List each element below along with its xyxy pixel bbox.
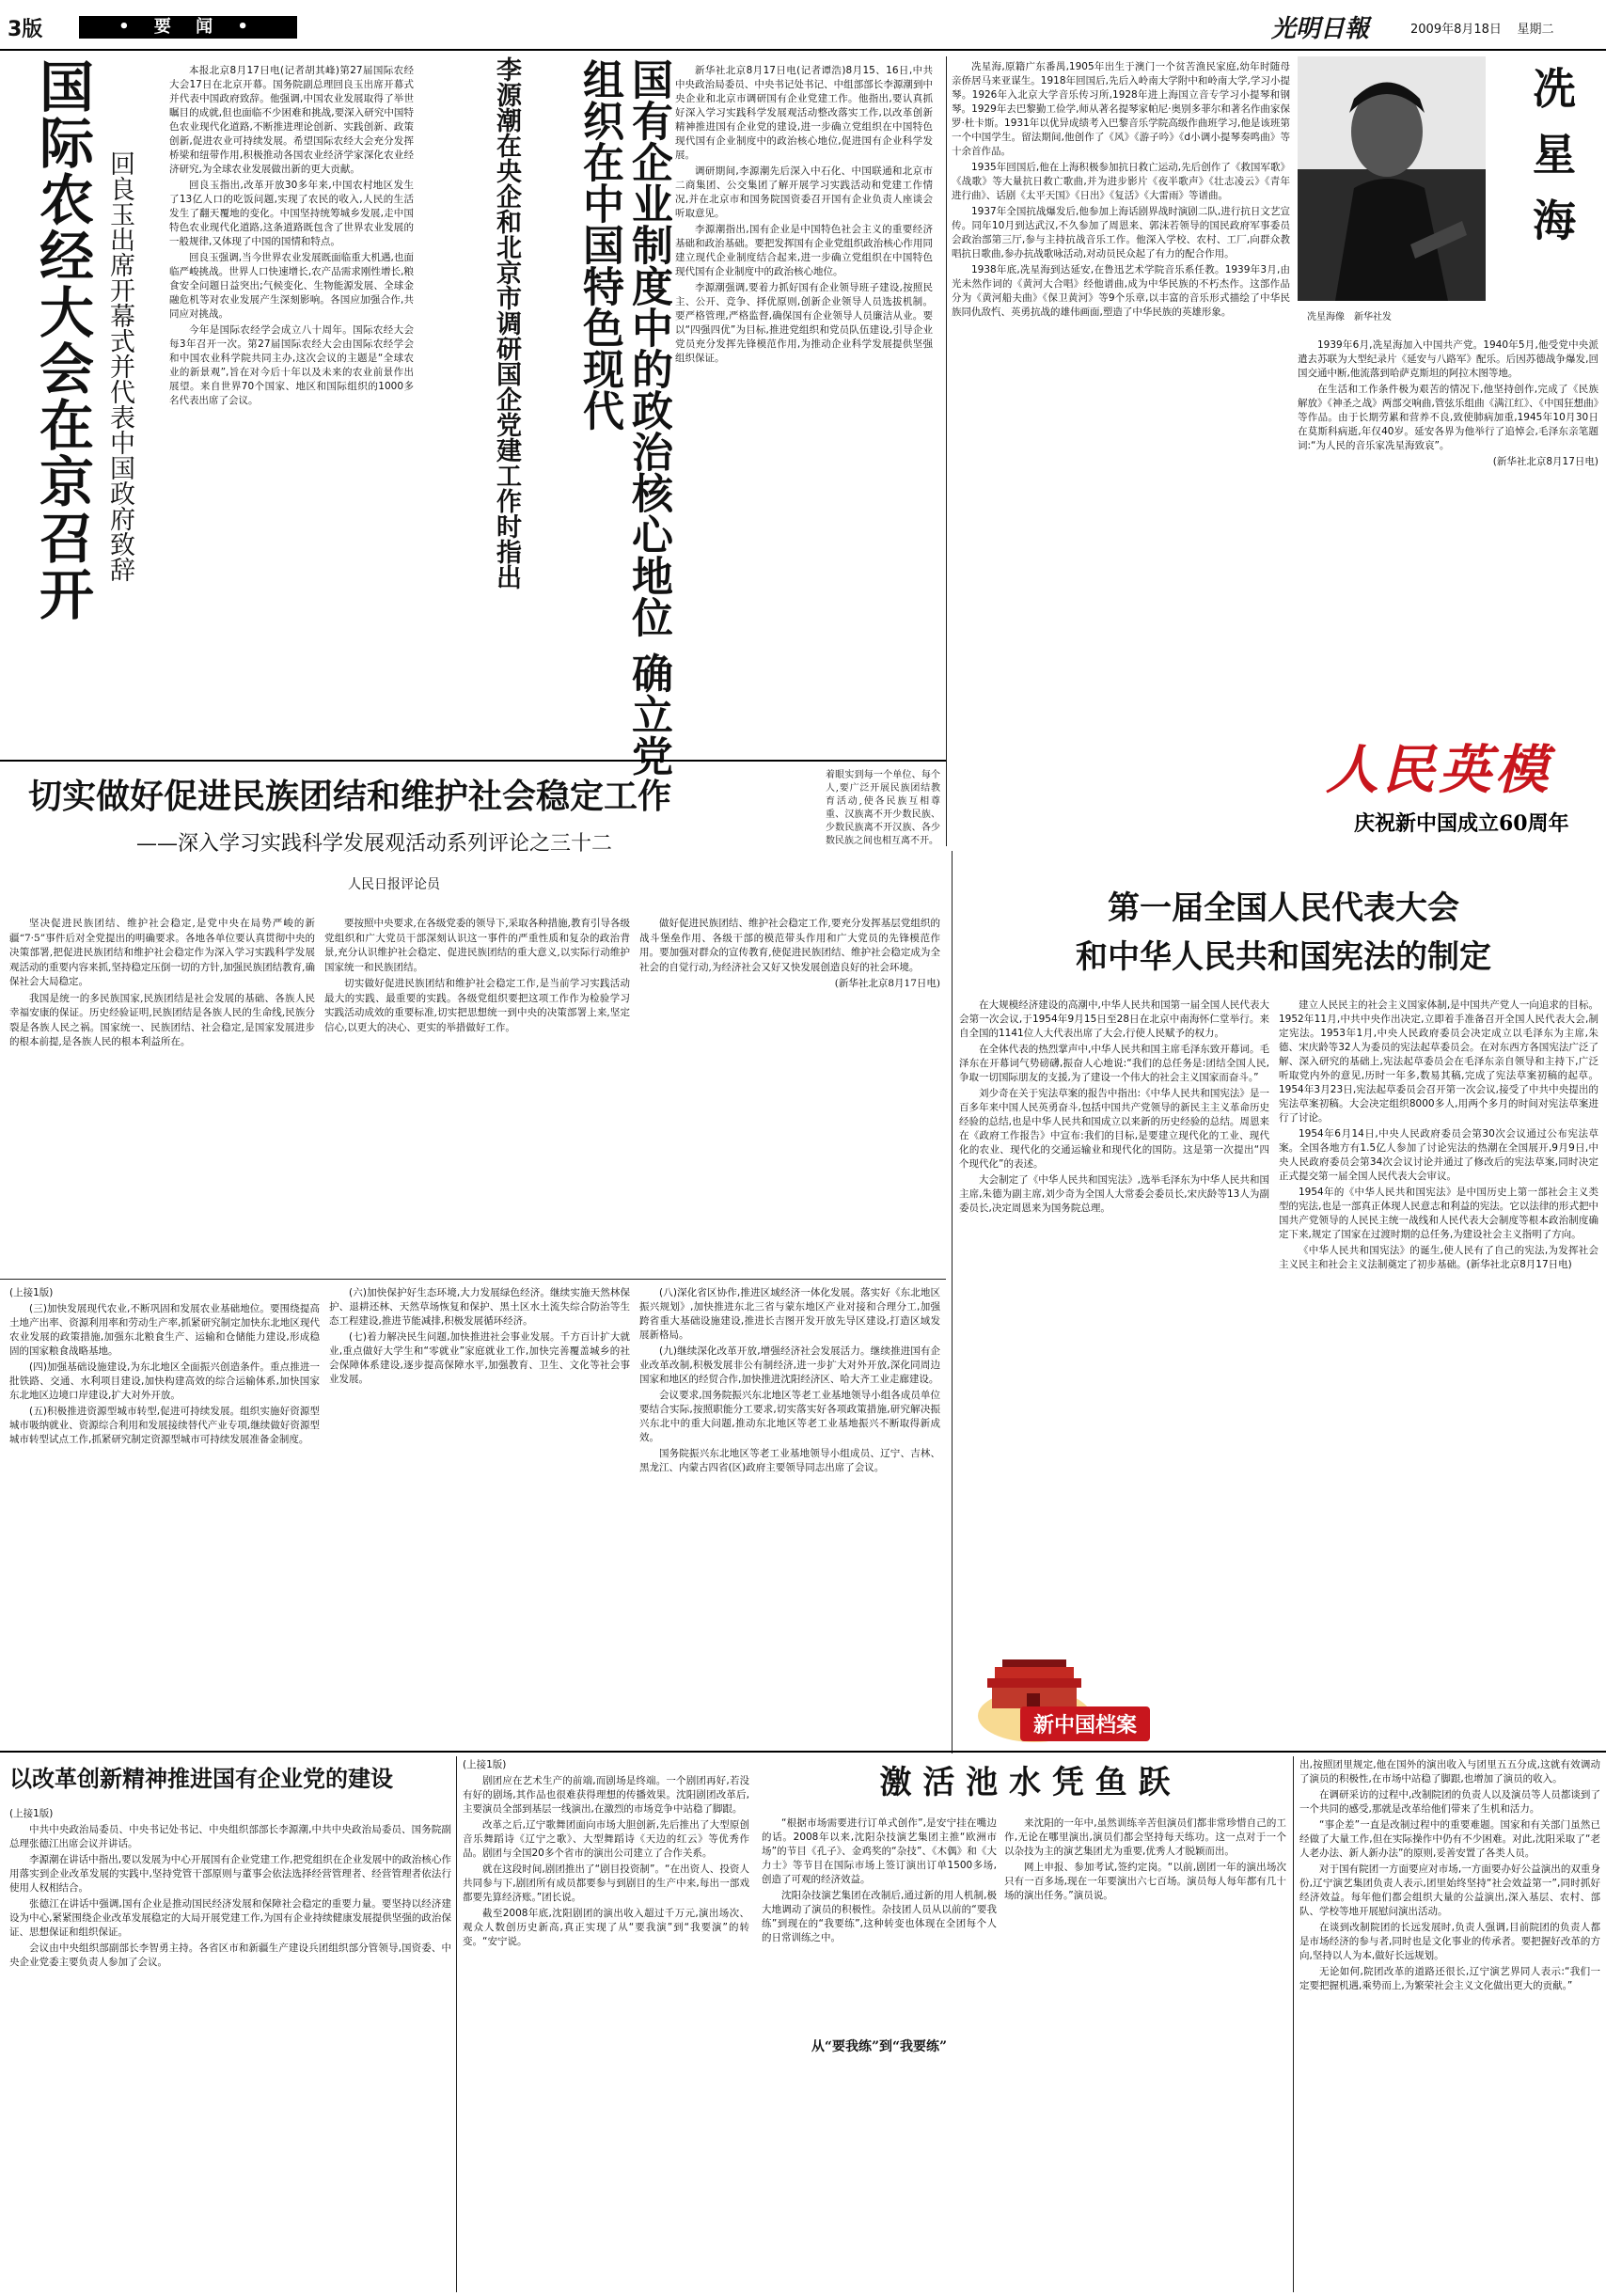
paragraph: 在调研采访的过程中,改制院团的负责人以及演员等人员都谈到了一个共同的感受,那就是改革给他们带来了生机和活力。 — [1299, 1789, 1600, 1815]
yingmo-subtitle: 庆祝新中国成立60周年 — [1354, 811, 1569, 836]
paragraph: 我国是统一的多民族国家,民族团结是社会发展的基础、各族人民幸福安康的保证。历史经验证明,民族团结是各族人民的生命线,民族分裂是各族人民之祸。国家统一、民族团结、社会稳定,是国家发展进步的根本前提,是各族人民的根本利益所在。 — [9, 992, 315, 1047]
paragraph: 切实做好促进民族团结和维护社会稳定工作,是当前学习实践活动最大的实践、最重要的实践。各级党组织要把这项工作作为检验学习实践活动成效的重要标准,切实把思想统一到中央的决策部署上来,坚定信心,以更大的决心、更实的举措做好工作。 — [324, 978, 630, 1033]
column-rule — [946, 56, 947, 846]
paragraph: 建立人民民主的社会主义国家体制,是中国共产党人一向追求的目标。1952年11月,中共中央作出决定,立即着手准备召开全国人民代表大会,制定宪法。1953年1月,中央人民政府委员会决定成立以毛泽东为主席,朱德、宋庆龄等32人为委员的宪法起草委员会。在对东西方各国宪法广泛了解、深入研究的基础上,宪法起草委员会在毛泽东亲自领导和主持下,广泛听取党内外的意见,历时一年多,数易其稿,完成了宪法草案初稿的起草。1954年3月23日,宪法起草委员会召开第一次会议,接受了中共中央提出的宪法草案初稿。大会决定组织8000多人,用两个多月的时间对宪法草案进行了讨论。 — [1279, 999, 1598, 1124]
continuation-tag: (上接1版) — [463, 1759, 507, 1770]
issue-date — [1410, 19, 1553, 37]
paragraph: 1938年底,冼星海到达延安,在鲁迅艺术学院音乐系任教。1939年3月,由光未然作词的《黄河大合唱》经他谱曲,成为中华民族的不朽杰作。这部作品分为《黄河船夫曲》《保卫黄河》等9个乐章,以丰富的音乐形式描绘了中华民族同仇敌忾、英勇抗战的雄伟画面,塑造了中华民族的英雄形象。 — [952, 264, 1290, 318]
xinghai-title: 冼星海 — [1526, 66, 1577, 263]
paragraph: (四)加强基础设施建设,为东北地区全面振兴创造条件。重点推进一批铁路、交通、水利项目建设,加快构建高效的综合运输体系,加快国家东北地区边境口岸建设,扩大对外开放。 — [9, 1361, 320, 1401]
xinghai-photo — [1298, 56, 1486, 324]
commentary-col2 — [324, 917, 630, 1269]
paragraph: 在全体代表的热烈掌声中,中华人民共和国主席毛泽东致开幕词。毛泽东在开幕词气势磅礴,振奋人心地说:“我们的总任务是:团结全国人民,争取一切国际朋友的支援,为了建设一个伟大的社会主义国家而奋斗。” — [959, 1044, 1269, 1083]
paragraph: 大会制定了《中华人民共和国宪法》,选举毛泽东为中华人民共和国主席,朱德为副主席,刘少奇为全国人大常委会委员长,宋庆龄等13人为副委员长,决定周恩来为国务院总理。 — [959, 1174, 1269, 1214]
party-body — [9, 1807, 451, 2288]
photo-caption: 冼星海像 新华社发 — [1307, 312, 1392, 322]
continuation-col1 — [9, 1286, 320, 1747]
paragraph: 刘少奇在关于宪法草案的报告中指出:《中华人民共和国宪法》是一百多年来中国人民英勇奋斗,包括中国共产党领导的新民主主义革命历史经验的总结,也是中华人民共和国成立以来新的历史经验的总结。周恩来在《政府工作报告》中宣布:我们的目标,是要建立现代化的工业、现代化的农业、现代化的交通运输业和现代化的国防。这是第一次提出“四个现代化”的表述。 — [959, 1088, 1269, 1170]
paragraph: 网上申报、参加考试,签约定岗。“以前,剧团一年的演出场次只有一百多场,现在一年要演出六七百场。演员每人每年都有几十场的演出任务。”演员说。 — [1004, 1862, 1286, 1901]
commentary-col3 — [639, 917, 940, 1269]
column-rule — [1293, 1756, 1294, 2292]
paragraph: 1939年6月,冼星海加入中国共产党。1940年5月,他受党中央派遣去苏联为大型纪录片《延安与八路军》配乐。后因苏德战争爆发,回国交通中断,他流落到哈萨克斯坦的阿拉木图等地。 — [1298, 339, 1598, 379]
npc-col2 — [1279, 999, 1598, 1751]
paragraph: (七)着力解决民生问题,加快推进社会事业发展。千方百计扩大就业,重点做好大学生和“零就业”家庭就业工作,加快完善覆盖城乡的社会保障体系建设,逐步提高保障水平,加强教育、卫生、文化等社会事业发展。 — [329, 1331, 630, 1385]
theatre-main-col2 — [1004, 1816, 1286, 2288]
theatre-headline: 激 活 池 水 凭 鱼 跃 — [879, 1764, 1171, 1801]
paragraph: 截至2008年底,沈阳剧团的演出收入超过千万元,演出场次、观众人数创历史新高,真正实现了从“要我演”到“我要演”的转变。“安宁说。 — [463, 1908, 749, 1947]
masthead-logo: 光明日報 — [1271, 15, 1370, 43]
party-headline: 以改革创新精神推进国有企业党的建设 — [9, 1765, 393, 1792]
theatre-left-body — [463, 1758, 749, 2289]
source-note: (新华社北京8月17日电) — [834, 978, 940, 989]
article1-headline: 国际农经大会在京召开 — [30, 58, 94, 622]
paragraph: 在谈到改制院团的长远发展时,负责人强调,目前院团的负责人都是市场经济的参与者,同时也是文化事业的传承者。要把握好改革的方向,坚持以人为本,做好长远规划。 — [1299, 1922, 1600, 1961]
section-rule — [0, 1751, 1606, 1753]
paragraph: 回良玉指出,改革开放30多年来,中国农村地区发生了13亿人口的吃饭问题,实现了农民的收入,人民的生活发生了翻天覆地的变化。中国坚持统筹城乡发展,走中国特色农业现代化道路,这条道路既包含了世界农业发展的一般规律,又体现了中国的国情和特点。 — [169, 180, 414, 247]
paragraph: 对于国有院团一方面要应对市场,一方面要办好公益演出的双重身份,辽宁演艺集团负责人表示,团里始终坚持“社会效益第一”,同时抓好经济效益。每年他们都会组织大量的公益演出,深入基层、农村、部队、学校等地开展慰问演出活动。 — [1299, 1864, 1600, 1917]
page-number: 3版 — [8, 18, 43, 41]
paragraph: (五)积极推进资源型城市转型,促进可持续发展。组织实施好资源型城市吸纳就业、资源综合利用和发展接续替代产业专项,继续做好资源型城市转型试点工作,抓紧研究制定资源型城市可持续发展准备金制度。 — [9, 1406, 320, 1445]
paragraph: 冼星海,原籍广东番禺,1905年出生于澳门一个贫苦渔民家庭,幼年时随母亲侨居马来亚谋生。1918年回国后,先后入岭南大学附中和岭南大学,学习小提琴。1926年入北京大学音乐传习所,1928年进上海国立音专学习小提琴和钢琴。1929年去巴黎勤工俭学,师从著名提琴家帕尼·奥别多菲尔和著名作曲家保罗·杜卡斯。1931年以优异成绩考入巴黎音乐学院高级作曲班学习,他是该班第一个中国学生。留法期间,他创作了《风》《游子吟》《d小调小提琴奏鸣曲》等十余首作品。 — [952, 61, 1290, 157]
paragraph: 会议由中央组织部副部长李智勇主持。各省区市和新疆生产建设兵团组织部分管领导,国资委、中央企业党委主要负责人参加了会议。 — [9, 1942, 451, 1968]
paragraph: 《中华人民共和国宪法》的诞生,使人民有了自己的宪法,为发挥社会主义民主和社会主义法制奠定了初步基础。(新华社北京8月17日电) — [1279, 1245, 1598, 1270]
yingmo-logo: 人民英模 — [1326, 739, 1551, 801]
paragraph: 1954年的《中华人民共和国宪法》是中国历史上第一部社会主义类型的宪法,也是一部真正体现人民意志和利益的宪法。它以法律的形式把中国共产党领导的人民民主统一战线和人民代表大会制度等根本政治制度确定下来,规定了国家在过渡时期的总任务,为建设社会主义指明了方向。 — [1279, 1187, 1598, 1240]
npc-headline-line1: 第一届全国人民代表大会 — [1108, 889, 1459, 927]
npc-headline-line2: 和中华人民共和国宪法的制定 — [1076, 938, 1491, 976]
article1-body — [169, 64, 414, 741]
section-rule — [0, 760, 946, 762]
paragraph: 会议要求,国务院振兴东北地区等老工业基地领导小组各成员单位要结合实际,按照职能分工要求,切实落实好各项政策措施,研究解决振兴东北中的重大问题,推动东北地区等老工业基地振兴不断取得新成效。 — [639, 1390, 940, 1443]
continuation-col3 — [639, 1286, 940, 1747]
commentary-byline: 人民日报评论员 — [348, 877, 440, 892]
page-header — [0, 0, 1606, 49]
commentary-intro: 着眼实到每一个单位、每个人,要广泛开展民族团结教育活动,使各民族互相尊重、汉族离不开少数民族、少数民族离不开汉族、各少数民族之间也相互离不开。 — [826, 770, 940, 846]
paragraph: 要按照中央要求,在各级党委的领导下,采取各种措施,教育引导各级党组织和广大党员干部深刻认识这一事件的严重性质和复杂的政治背景,充分认识维护社会稳定、促进民族团结的重大意义,以实际行动维护国家统一和民族团结。 — [324, 918, 630, 973]
paragraph: 回良玉强调,当今世界农业发展既面临重大机遇,也面临严峻挑战。世界人口快速增长,农产品需求刚性增长,粮食安全问题日益突出;气候变化、生物能源发展、全球金融危机等对农业发展产生深刻影响。各国应加强合作,共同应对挑战。 — [169, 252, 414, 320]
paragraph: 在大规模经济建设的高潮中,中华人民共和国第一届全国人民代表大会第一次会议,于1954年9月15日至28日在北京中南海怀仁堂举行。来自全国的1141位人大代表出席了大会,行使人民赋予的权力。 — [959, 999, 1269, 1039]
continuation-tag: (上接1版) — [9, 1287, 54, 1298]
paragraph: 来沈阳的一年中,虽然训练辛苦但演员们都非常珍惜自己的工作,无论在哪里演出,演员们都会坚持每天练功。这一点对于一个以杂技为主的演艺集团尤为重要,优秀人才脱颖而出。 — [1004, 1817, 1286, 1857]
paragraph: “根据市场需要进行订单式创作”,是安宁挂在嘴边的话。2008年以来,沈阳杂技演艺集团主推“欧洲市场”的节目《孔子》、金鸡奖的“杂技”、《木偶》和《大力士》等节目在国际市场上签订演出订单1500多场,创造了可观的经济效益。 — [762, 1817, 997, 1885]
theatre-subhead: 从“要我练”到“我要练” — [811, 2039, 948, 2054]
article1-subhead: 回良玉出席开幕式并代表中国政府致辞 — [105, 150, 134, 582]
paragraph: 李源潮强调,要着力抓好国有企业领导班子建设,按照民主、公开、竞争、择优原则,创新企业领导人员选拔机制。要严格管理,严格监督,确保国有企业领导人员廉洁从业。要以“四强四优”为目标,推进党组织和党员队伍建设,引导企业党员充分发挥先锋模范作用,为推动企业科学发展提供坚强组织保证。 — [675, 282, 933, 364]
xinghai-body — [952, 60, 1290, 846]
theatre-right-body — [1299, 1758, 1600, 2289]
paragraph: 李源潮指出,国有企业是中国特色社会主义的重要经济基础和政治基础。要把发挥国有企业党组织政治核心作用同建立现代企业制度结合起来,进一步确立党组织在中国特色现代国有企业制度中的政治核心地位。 — [675, 224, 933, 277]
new-china-archive-badge — [968, 1650, 1260, 1744]
paragraph: 1935年回国后,他在上海积极参加抗日救亡运动,先后创作了《救国军歌》《战歌》等大量抗日救亡歌曲,并为进步影片《夜半歌声》《壮志凌云》《青年进行曲》、话剧《太平天国》《日出》《复活》《大雷雨》等谱曲。 — [952, 162, 1290, 201]
xinghai-body-continued — [1298, 338, 1598, 705]
column-rule — [952, 851, 953, 1753]
paragraph: (三)加快发展现代农业,不断巩固和发展农业基础地位。要围绕提高土地产出率、资源利用率和劳动生产率,抓紧研究制定加快东北地区现代农业发展的政策措施,加强东北粮食生产、运输和仓储能力建设,形成稳固的国家粮食战略基地。 — [9, 1303, 320, 1357]
weekday-text: 星期二 — [1517, 23, 1554, 37]
commentary-subhead: ——深入学习实践科学发展观活动系列评论之三十二 — [136, 832, 613, 856]
source-note: (新华社北京8月17日电) — [1492, 456, 1598, 467]
continuation-tag: (上接1版) — [9, 1808, 54, 1819]
article2-body — [675, 64, 933, 741]
renmin-yingmo-banner — [1298, 729, 1598, 841]
paragraph: 李源潮在讲话中指出,要以发展为中心开展国有企业党建工作,把党组织在企业发展中的政治核心作用落实到企业改革发展的实践中,坚持党管干部原则与董事会依法选择经营管理者、经营管理者依法行使用人权相结合。 — [9, 1854, 451, 1894]
paragraph: 无论如何,院团改革的道路还很长,辽宁演艺界同人表示:“我们一定要把握机遇,乘势而上,为繁荣社会主义文化做出更大的贡献。” — [1299, 1966, 1600, 1991]
paragraph: 新华社北京8月17日电(记者谭浩)8月15、16日,中共中央政治局委员、中央书记处书记、中组部部长李源潮到中央企业和北京市调研国有企业党建工作。他指出,要认真抓好深入学习实践科学发展观活动整改落实工作,以改革创新精神推进国有企业党的建设,进一步确立党组织在中国特色现代国有企业制度中的政治核心地位,促进国有企业科学发展。 — [675, 65, 933, 161]
paragraph: (九)继续深化改革开放,增强经济社会发展活力。继续推进国有企业改革改制,积极发展非公有制经济,进一步扩大对外开放,深化同周边国家和地区的经贸合作,加快推进沈阳经济区、哈大齐工业走廊建设。 — [639, 1345, 940, 1385]
paragraph: 沈阳杂技演艺集团在改制后,通过新的用人机制,极大地调动了演员的积极性。杂技团人员从以前的“要我练”到现在的“我要练”,这种转变也体现在全团每个人的日常训练之中。 — [762, 1890, 997, 1943]
paragraph: “事企差”一直是改制过程中的重要难题。国家和有关部门虽然已经做了大量工作,但在实际操作中仍有不少困难。对此,沈阳采取了“老人老办法、新人新办法”的原则,妥善安置了各类人员。 — [1299, 1819, 1600, 1859]
paragraph: 张德江在讲话中强调,国有企业是推动国民经济发展和保障社会稳定的重要力量。要坚持以经济建设为中心,紧紧围绕企业改革发展稳定的大局开展党建工作,为国有企业持续健康发展提供坚强的政治保证、思想保证和组织保证。 — [9, 1898, 451, 1938]
archive-badge-label: 新中国档案 — [1020, 1706, 1150, 1741]
commentary-headline: 切实做好促进民族团结和维护社会稳定工作 — [28, 777, 672, 816]
paragraph: 剧团应在艺术生产的前端,而剧场是终端。一个剧团再好,若没有好的剧场,其作品也很难获得理想的传播效果。沈阳剧团改革后,主要演员全部到基层一线演出,在激烈的市场竞争中站稳了脚跟。 — [463, 1775, 749, 1815]
npc-col1 — [959, 999, 1269, 1647]
header-rule — [0, 49, 1606, 51]
date-text: 2009年8月18日 — [1410, 23, 1502, 37]
paragraph: (六)加快保护好生态环境,大力发展绿色经济。继续实施天然林保护、退耕还林、天然草场恢复和保护、黑土区水土流失综合防治等生态工程建设,推进节能减排,积极发展循环经济。 — [329, 1287, 630, 1327]
paragraph: 调研期间,李源潮先后深入中石化、中国联通和北京市二商集团、公交集团了解开展学习实践活动和党建工作情况,并在北京市和国务院国资委召开国有企业负责人座谈会听取意见。 — [675, 165, 933, 219]
section-label: • 要 闻 • — [79, 16, 297, 39]
paragraph: 1954年6月14日,中央人民政府委员会第30次会议通过公布宪法草案。全国各地方有1.5亿人参加了讨论宪法的热潮在全国展开,9月9日,中央人民政府委员会第34次会议讨论并通过了修改后的宪法草案,同时决定正式提交第一届全国人民代表大会审议。 — [1279, 1128, 1598, 1182]
paragraph: 1937年全国抗战爆发后,他参加上海话剧界战时演剧二队,进行抗日文艺宣传。同年10月到达武汉,不久参加了周恩来、郭沫若领导的国民政府军事委员会政治部第三厅,参与主持抗战音乐工作。他深入学校、农村、工厂,向群众教唱抗日歌曲,参办抗战歌咏活动,对动员民众起了有力的配合作用。 — [952, 206, 1290, 259]
commentary-col1 — [9, 917, 315, 1269]
paragraph: 改革之后,辽宁歌舞团面向市场大胆创新,先后推出了大型原创音乐舞蹈诗《辽宁之歌》、大型舞蹈诗《天边的红云》等优秀作品。剧团与全国20多个省市的演出公司建立了合作关系。 — [463, 1819, 749, 1859]
paragraph: 在生活和工作条件极为艰苦的情况下,他坚持创作,完成了《民族解放》《神圣之战》两部交响曲,管弦乐组曲《满江红》、《中国狂想曲》等作品。由于长期劳累和营养不良,致使肺病加重,1945年10月30日在莫斯科病逝,年仅40岁。延安各界为他举行了追悼会,毛泽东亲笔题词:“为人民的音乐家冼星海致哀”。 — [1298, 384, 1598, 451]
paragraph: 出,按照团里规定,他在国外的演出收入与团里五五分成,这就有效调动了演员的积极性,在市场中站稳了脚跟,也增加了演员的收入。 — [1299, 1759, 1600, 1785]
section-rule — [0, 1279, 946, 1280]
continuation-col2 — [329, 1286, 630, 1747]
paragraph: 本报北京8月17日电(记者胡其峰)第27届国际农经大会17日在北京开幕。国务院副总理回良玉出席开幕式并代表中国政府致辞。他强调,中国农业发展取得了举世瞩目的成就,但也面临不少困难和挑战,要深入研究中国特色农业现代化道路,不断推进理论创新、实践创新、政策创新,促进农业可持续发展。希望国际农经大会充分发挥桥梁和纽带作用,积极推动各国农业经济学家深化农业经济研究,为全球农业发展做出新的更大贡献。 — [169, 65, 414, 175]
paragraph: 国务院振兴东北地区等老工业基地领导小组成员、辽宁、吉林、黑龙江、内蒙古四省(区)政府主要领导同志出席了会议。 — [639, 1448, 940, 1473]
paragraph: 今年是国际农经学会成立八十周年。国际农经大会每3年召开一次。第27届国际农经大会由国际农经学会和中国农业科学院共同主办,这次会议的主题是“全球农业的新景观”,旨在对今后十年以及未来的农业前景作出展望。来自世界70个国家、地区和国际组织的1000多名代表出席了会议。 — [169, 324, 414, 406]
paragraph: 坚决促进民族团结、维护社会稳定,是党中央在局势严峻的新疆“7·5”事件后对全党提出的明确要求。各地各单位要认真贯彻中央的决策部署,把促进民族团结和维护社会稳定作为深入学习实践科学发展观活动的重要内容来抓,坚持稳定压倒一切的方针,加强民族团结教育,确保社会大局稳定。 — [9, 918, 315, 987]
paragraph: 就在这段时间,剧团推出了“剧目投资制”。“在出资人、投资人共同参与下,剧团所有成员都要参与到剧目的生产中来,每出一部戏都要先算经济账。”团长说。 — [463, 1864, 749, 1903]
paragraph: 做好促进民族团结、维护社会稳定工作,要充分发挥基层党组织的战斗堡垒作用、各级干部的模范带头作用和广大党员的先锋模范作用。要加强对群众的宣传教育,使促进民族团结、维护社会稳定成为全社会的自觉行动,为经济社会又好又快发展创造良好的社会环境。 — [639, 918, 940, 973]
paragraph: 中共中央政治局委员、中央书记处书记、中央组织部部长李源潮,中共中央政治局委员、国务院副总理张德江出席会议并讲话。 — [9, 1824, 451, 1849]
column-rule — [456, 1756, 457, 2292]
paragraph: (八)深化省区协作,推进区域经济一体化发展。落实好《东北地区振兴规划》,加快推进东北三省与蒙东地区产业对接和合理分工,加强跨省重大基础设施建设,推进长吉图开发开放先导区建设,打造区域发展新格局。 — [639, 1287, 940, 1341]
article2-headline: 国有企业制度中的政治核心地位 确立党组织在中国特色现代 — [575, 58, 672, 777]
article2-subhead: 李源潮在央企和北京市调研国企党建工作时指出 — [492, 56, 521, 590]
